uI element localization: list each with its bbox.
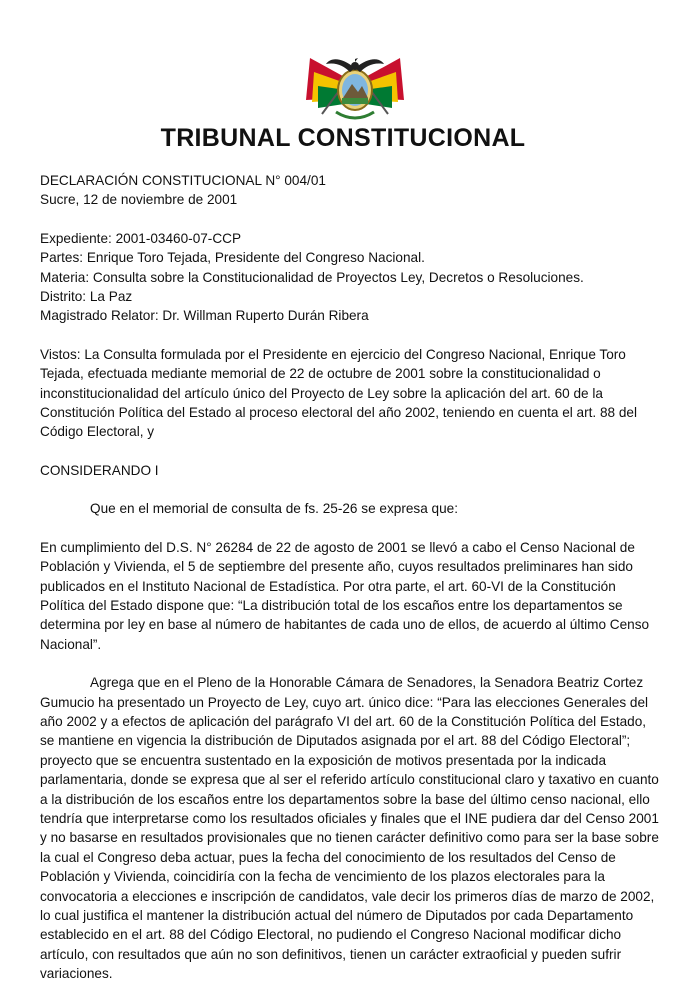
section-title: CONSIDERANDO I bbox=[40, 462, 159, 478]
page-title: TRIBUNAL CONSTITUCIONAL bbox=[160, 124, 526, 152]
meta-distrito bbox=[40, 287, 660, 306]
vistos-paragraph: Vistos: La Consulta formulada por el Presidente en ejercicio del Congreso Nacional, Enrique Toro Tejada, efectuada mediante memorial de 22 de octubre de 2001 sobre la constitucionalidad o inconstitucionalidad del artículo único del Proyecto de Ley sobre la aplicación del art. 60 de la Constitución Política del Estado al proceso electoral del año 2002, teniendo en cuenta el art. 88 del Código Electoral, y bbox=[40, 346, 638, 440]
meta-materia bbox=[40, 268, 660, 287]
paragraph-1: En cumplimiento del D.S. N° 26284 de 22 de agosto de 2001 se llevó a cabo el Censo Nacional de Población y Vivienda, el 5 de septiembre del presente año, cuyos resultados preliminares han sido publicados en el Instituto Nacional de Estadística. Por otra parte, el art. 60-VI de la Constitución Política del Estado dispone que: “La distribución total de los escaños entre los departamentos se determina por ley en base al número de habitantes de cada uno de ellos, de acuerdo al último Censo Nacional”. bbox=[40, 539, 650, 652]
meta-expediente bbox=[40, 229, 660, 248]
intro-paragraph: Que en el memorial de consulta de fs. 25-26 se expresa que: bbox=[90, 501, 459, 517]
meta-value: Consulta sobre la Constitucionalidad de Proyectos Ley, Decretos o Resoluciones. bbox=[92, 269, 584, 285]
meta-label: Partes: bbox=[40, 250, 84, 266]
meta-label: Magistrado Relator: bbox=[40, 308, 159, 324]
meta-value: 2001-03460-07-CCP bbox=[115, 230, 242, 246]
place-date: Sucre, 12 de noviembre de 2001 bbox=[40, 192, 238, 208]
meta-label: Expediente: bbox=[40, 230, 112, 246]
meta-label: Distrito: bbox=[40, 289, 87, 305]
meta-relator bbox=[40, 306, 660, 325]
meta-value: La Paz bbox=[89, 289, 133, 305]
meta-partes bbox=[40, 248, 660, 267]
paragraph-2: Agrega que en el Pleno de la Honorable Cámara de Senadores, la Senadora Beatriz Cortez Gumucio ha presentado un Proyecto de Ley, cuyo art. único dice: “Para las elecciones Generales del año 2002 y a efectos de aplicación del parágrafo VI del art. 60 de la Constitución Política del Estado, se mantiene en vigencia la distribución de Diputados asignada por el art. 88 del Código Electoral”; proyecto que se encuentra sustentado en la exposición de motivos presentada por la indicada parlamentaria, donde se expresa que al ser el referido artículo constitucional claro y taxativo en cuanto a la distribución de los escaños entre los departamentos sobre la base del último censo nacional, ello tendría que interpretarse como los resultados oficiales y finales que el INE pudiera dar del Censo 2001 y no basarse en resultados provisionales que no tienen carácter definitivo como para ser la base sobre la cual el Congreso deba actuar, pues la fecha del conocimiento de los resultados del Censo de Población y Vivienda, coincidiría con la fecha de vencimiento de los plazos electorales para la convocatoria a elecciones e inscripción de candidatos, vale decir los primeros días de marzo de 2002, lo cual justifica el mantener la distribución actual del número de Diputados por cada Departamento establecido en el art. 88 del Código Electoral, no pudiendo el Congreso Nacional modificar dicho artículo, con resultados que aún no son definitivos, tienen un carácter extraoficial y pueden sufrir variaciones. bbox=[40, 675, 659, 982]
document-body bbox=[40, 171, 660, 984]
meta-label: Materia: bbox=[40, 269, 90, 285]
declaration-number: DECLARACIÓN CONSTITUCIONAL N° 004/01 bbox=[40, 173, 326, 188]
meta-value: Dr. Willman Ruperto Durán Ribera bbox=[162, 308, 369, 324]
meta-value: Enrique Toro Tejada, Presidente del Congreso Nacional. bbox=[86, 250, 425, 266]
bolivia-coat-of-arms-icon bbox=[300, 28, 410, 128]
